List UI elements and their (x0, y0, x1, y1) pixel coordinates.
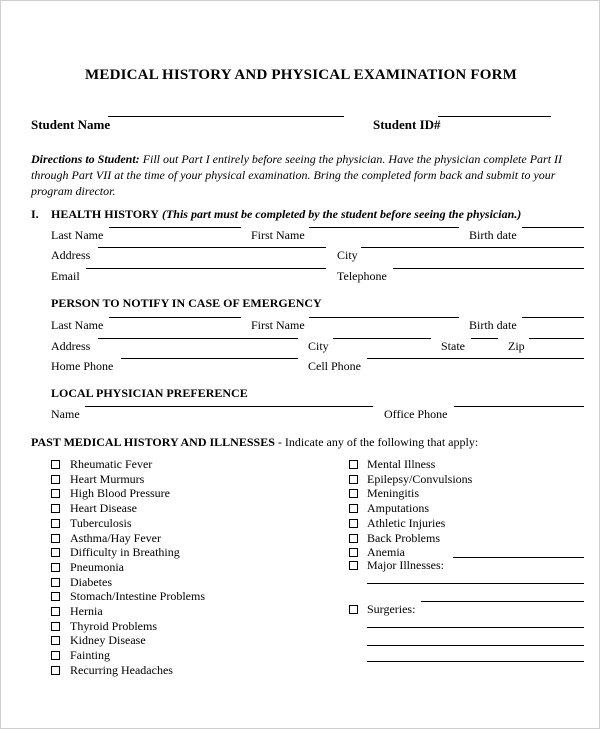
email-field[interactable] (86, 268, 326, 269)
past-history-heading: PAST MEDICAL HISTORY AND ILLNESSES (31, 435, 275, 449)
emergency-city-label: City (308, 339, 329, 353)
illness-checkbox[interactable] (349, 534, 358, 543)
illness-label: Difficulty in Breathing (70, 545, 180, 560)
first-name-label: First Name (251, 228, 305, 242)
surgeries-checkbox[interactable] (349, 605, 358, 614)
illness-checkbox[interactable] (349, 548, 358, 557)
emergency-zip-field[interactable] (529, 338, 584, 339)
major-illnesses-checkbox[interactable] (349, 561, 358, 570)
birth-date-label: Birth date (469, 228, 517, 242)
emergency-birth-date-label: Birth date (469, 318, 517, 332)
illness-label: Thyroid Problems (70, 618, 157, 633)
illness-label: Diabetes (70, 574, 112, 589)
illness-checkbox[interactable] (51, 636, 60, 645)
office-phone-field[interactable] (454, 406, 584, 407)
illness-label: Athletic Injuries (367, 515, 446, 530)
past-history-instruction: - Indicate any of the following that apply: (274, 435, 479, 449)
illness-label: Heart Murmurs (70, 471, 145, 486)
illness-label: Meningitis (367, 486, 420, 501)
illness-label: Tuberculosis (70, 515, 132, 530)
last-name-label: Last Name (51, 228, 104, 242)
emergency-address-label: Address (51, 339, 91, 353)
illness-label: Epilepsy/Convulsions (367, 471, 473, 486)
telephone-label: Telephone (337, 269, 387, 283)
health-history-title: HEALTH HISTORY (51, 207, 159, 221)
physician-name-label: Name (51, 407, 80, 421)
illness-checkbox[interactable] (51, 578, 60, 587)
directions-lead: Directions to Student: (31, 152, 140, 166)
emergency-state-field[interactable] (471, 338, 498, 339)
last-name-field[interactable] (109, 227, 241, 228)
illness-checkbox[interactable] (349, 519, 358, 528)
emergency-heading: PERSON TO NOTIFY IN CASE OF EMERGENCY (51, 296, 322, 310)
cell-phone-field[interactable] (367, 358, 584, 359)
illness-checkbox[interactable] (51, 651, 60, 660)
emergency-address-field[interactable] (98, 338, 298, 339)
emergency-city-field[interactable] (333, 338, 431, 339)
illness-checkbox[interactable] (51, 504, 60, 513)
emergency-zip-label: Zip (508, 339, 525, 353)
surgeries-line-3[interactable] (367, 645, 584, 646)
directions-body: Fill out Part I entirely before seeing the physician. Have the physician complete Part II through Part VII at the time of your physical examination. Bring the completed form back and submit to your program director. (31, 152, 563, 198)
illness-checkbox[interactable] (51, 475, 60, 484)
cell-phone-label: Cell Phone (308, 359, 361, 373)
birth-date-field[interactable] (522, 227, 584, 228)
illness-checkbox[interactable] (51, 489, 60, 498)
illness-label: Fainting (70, 648, 111, 663)
physician-name-field[interactable] (85, 406, 373, 407)
illness-checkbox[interactable] (51, 563, 60, 572)
illness-checkbox[interactable] (349, 489, 358, 498)
illness-checkbox[interactable] (51, 519, 60, 528)
illness-label: Pneumonia (70, 559, 124, 574)
office-phone-label: Office Phone (384, 407, 448, 421)
emergency-last-name-label: Last Name (51, 318, 104, 332)
emergency-last-name-field[interactable] (109, 317, 241, 318)
student-id-field[interactable] (438, 116, 551, 117)
emergency-birth-date-field[interactable] (522, 317, 584, 318)
illness-label: High Blood Pressure (70, 486, 170, 501)
emergency-state-label: State (441, 339, 465, 353)
illness-checkbox[interactable] (349, 475, 358, 484)
illness-checkbox[interactable] (51, 607, 60, 616)
illness-label: Heart Disease (70, 501, 137, 516)
form-title: MEDICAL HISTORY AND PHYSICAL EXAMINATION FORM (85, 67, 517, 83)
illness-label: Amputations (367, 501, 429, 516)
directions-text (31, 151, 579, 199)
telephone-field[interactable] (393, 268, 584, 269)
illness-checkbox[interactable] (51, 666, 60, 675)
section-heading (51, 207, 521, 222)
illness-label: Rheumatic Fever (70, 457, 153, 471)
illness-label: Anemia (367, 545, 405, 560)
illness-label: Hernia (70, 604, 103, 618)
student-name-label: Student Name (31, 117, 111, 132)
illness-checkbox[interactable] (349, 504, 358, 513)
health-history-note: (This part must be completed by the student before seeing the physician.) (161, 207, 522, 221)
illness-checkbox[interactable] (51, 592, 60, 601)
city-label: City (337, 248, 358, 262)
student-name-field[interactable] (108, 116, 344, 117)
home-phone-label: Home Phone (51, 359, 114, 373)
illness-checkbox[interactable] (349, 460, 358, 469)
email-label: Email (51, 269, 80, 283)
address-label: Address (51, 248, 91, 262)
illness-label: Back Problems (367, 530, 440, 545)
emergency-first-name-label: First Name (251, 318, 305, 332)
illness-checkbox[interactable] (51, 460, 60, 469)
home-phone-field[interactable] (121, 358, 298, 359)
illness-label: Recurring Headaches (70, 662, 173, 677)
student-id-label: Student ID# (373, 117, 441, 132)
major-illnesses-field[interactable] (453, 557, 584, 558)
illness-label: Mental Illness (367, 457, 436, 471)
illness-checkbox[interactable] (51, 622, 60, 631)
first-name-field[interactable] (309, 227, 459, 228)
major-illnesses-label: Major Illnesses: (367, 558, 444, 572)
illness-label: Stomach/Intestine Problems (70, 589, 205, 604)
illness-checkbox[interactable] (51, 534, 60, 543)
surgeries-label: Surgeries: (367, 602, 416, 616)
major-illnesses-line-2[interactable] (367, 583, 584, 584)
physician-heading: LOCAL PHYSICIAN PREFERENCE (51, 386, 248, 400)
section-numeral: I. (31, 207, 39, 221)
surgeries-line-2[interactable] (367, 627, 584, 628)
illness-label: Asthma/Hay Fever (70, 530, 161, 545)
surgeries-line-4[interactable] (367, 661, 584, 662)
emergency-first-name-field[interactable] (309, 317, 459, 318)
past-history-heading-row (31, 435, 478, 450)
illness-checkbox[interactable] (51, 548, 60, 557)
illness-label: Kidney Disease (70, 633, 146, 648)
city-field[interactable] (361, 247, 584, 248)
address-field[interactable] (98, 247, 326, 248)
surgeries-field[interactable] (421, 601, 584, 602)
